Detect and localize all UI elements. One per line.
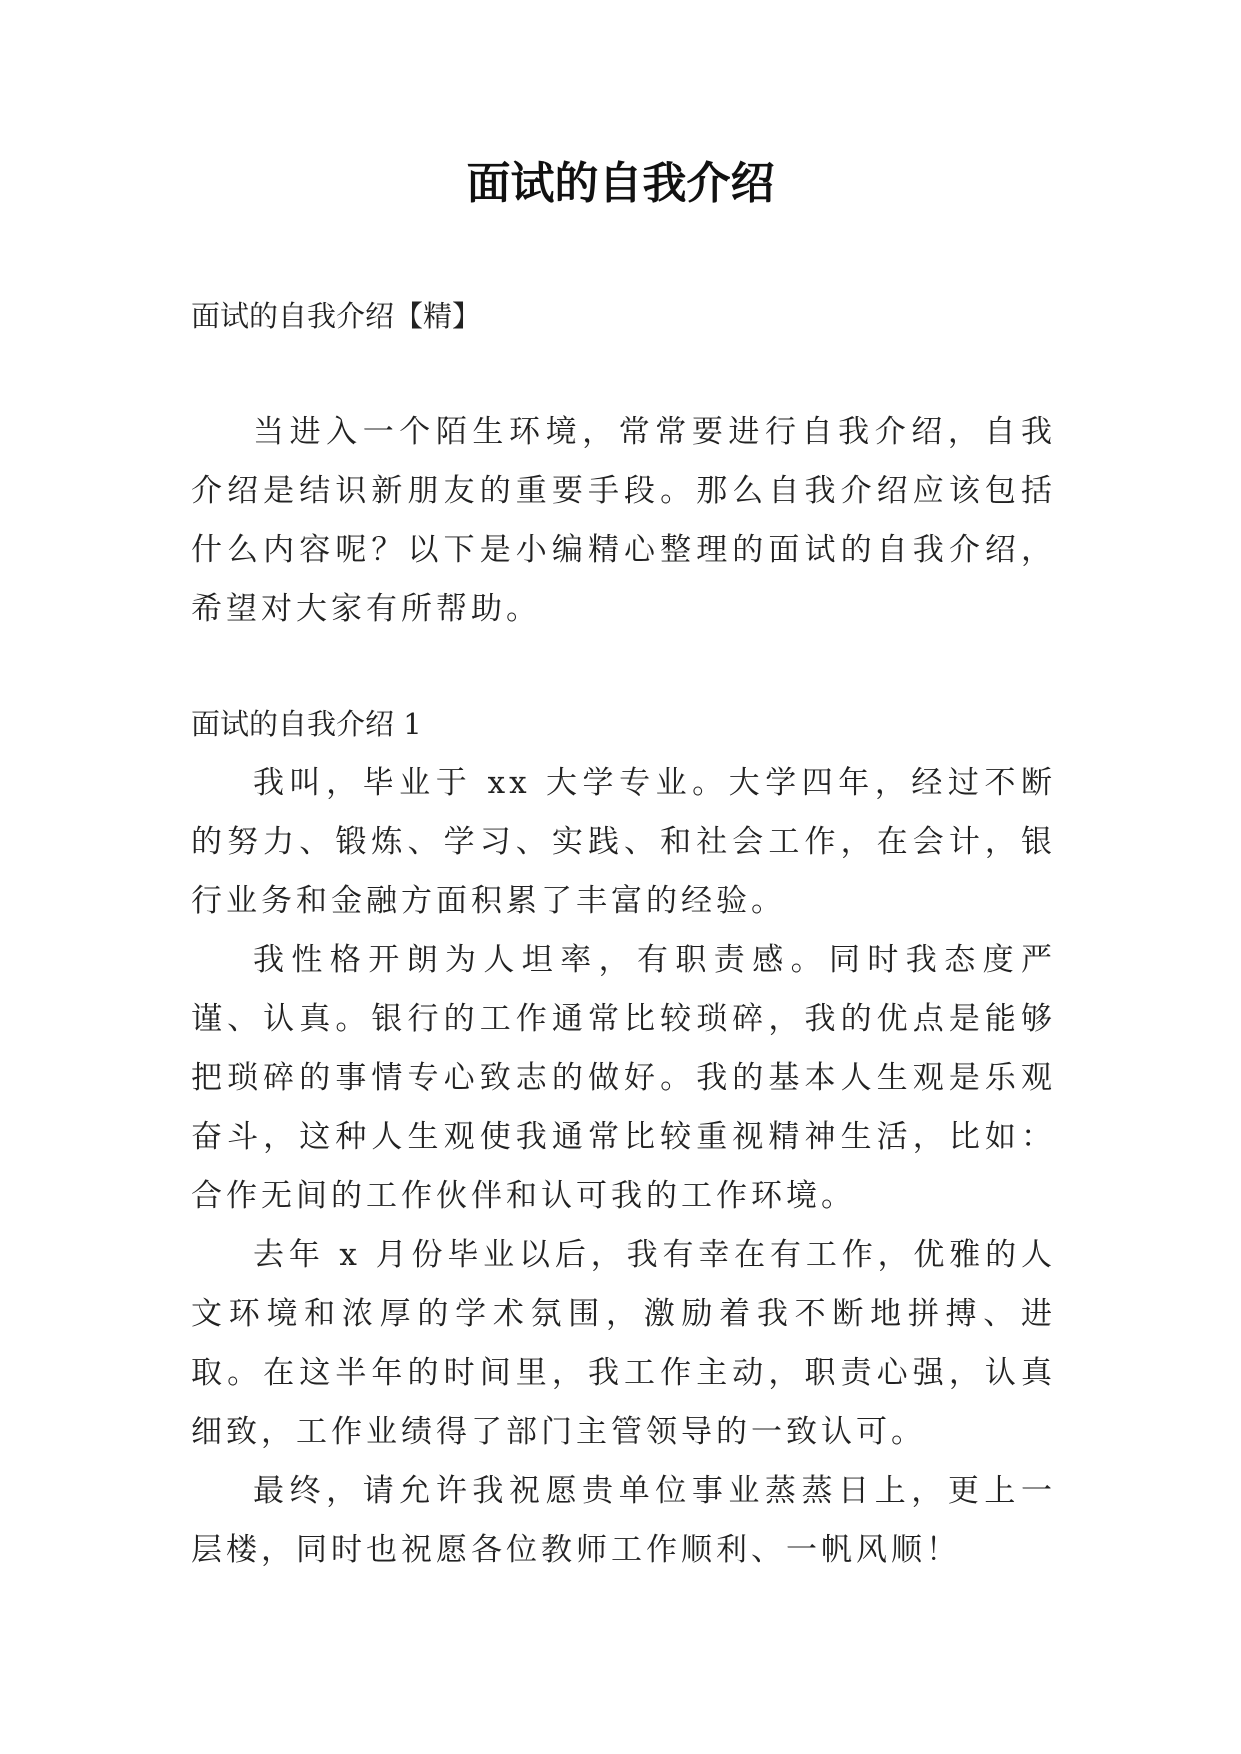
section-paragraph-2: 我性格开朗为人坦率，有职责感。同时我态度严谨、认真。银行的工作通常比较琐碎，我的优点是能够把琐碎的事情专心致志的做好。我的基本人生观是乐观奋斗，这种人生观使我通常比较重视精神生活，比如：合作无间的工作伙伴和认可我的工作环境。 <box>191 942 1056 1214</box>
document-subtitle: 面试的自我介绍【精】 <box>191 299 482 333</box>
section-paragraph-3: 去年 x 月份毕业以后，我有幸在有工作，优雅的人文环境和浓厚的学术氛围，激励着我不断地拼搏、进取。在这半年的时间里，我工作主动，职责心强，认真细致，工作业绩得了部门主管领导的一致认可。 <box>191 1237 1056 1450</box>
page-title: 面试的自我介绍 <box>466 158 775 209</box>
section-body <box>191 754 1056 1580</box>
section-paragraph-1: 我叫，毕业于 xx 大学专业。大学四年，经过不断的努力、锻炼、学习、实践、和社会工作，在会计，银行业务和金融方面积累了丰富的经验。 <box>191 765 1056 919</box>
section-paragraph-4: 最终，请允许我祝愿贵单位事业蒸蒸日上，更上一层楼，同时也祝愿各位教师工作顺利、一帆风顺！ <box>191 1473 1056 1568</box>
section-heading: 面试的自我介绍 1 <box>191 707 422 741</box>
intro-block <box>191 403 1056 639</box>
intro-paragraph: 当进入一个陌生环境，常常要进行自我介绍，自我介绍是结识新朋友的重要手段。那么自我介绍应该包括什么内容呢？以下是小编精心整理的面试的自我介绍，希望对大家有所帮助。 <box>191 414 1056 627</box>
